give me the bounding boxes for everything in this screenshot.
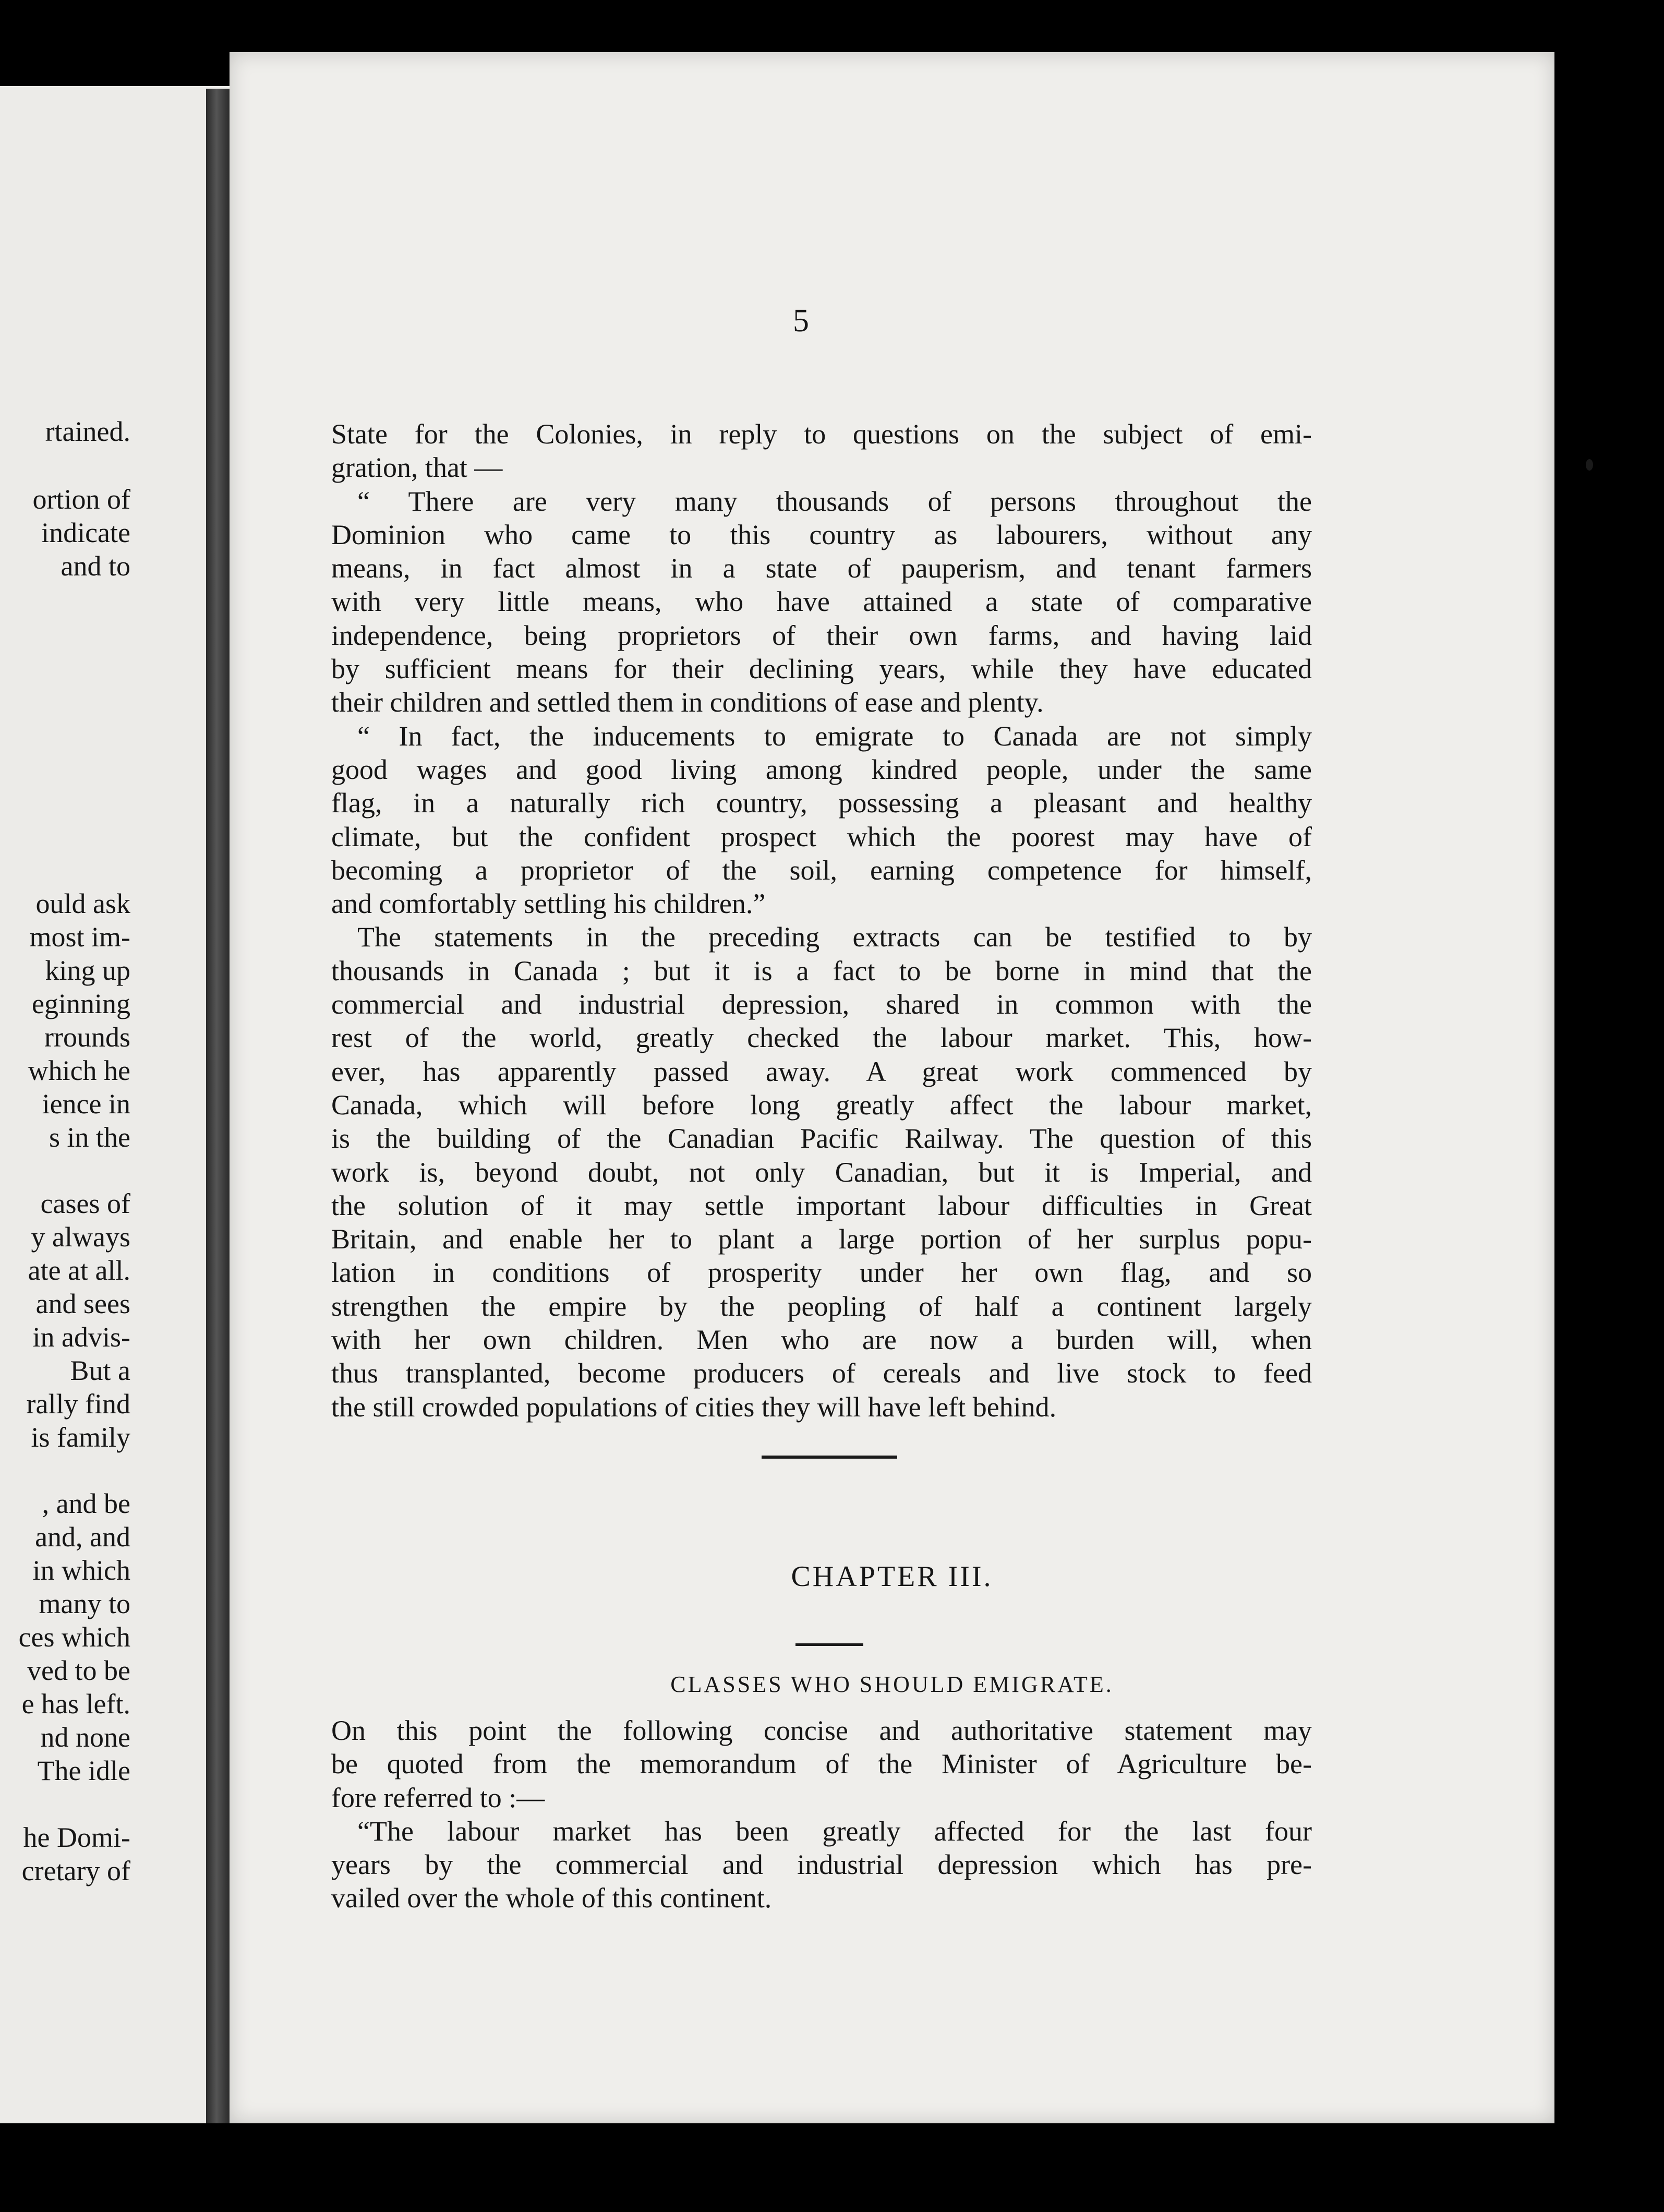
left-fragment: most im-	[29, 921, 130, 953]
left-fragment: cretary of	[21, 1855, 130, 1886]
text-line: with very little means, who have attained a state of comparative	[331, 586, 1312, 618]
left-fragment: rtained.	[45, 416, 130, 447]
left-fragment: he Domi-	[23, 1822, 130, 1853]
main-page	[230, 52, 1554, 2123]
left-fragment: many to	[39, 1588, 130, 1619]
body-paragraphs	[331, 417, 1312, 1424]
text-line: with her own children. Men who are now a burden will, when	[331, 1324, 1312, 1356]
text-line: the solution of it may settle important labour difficulties in Great	[331, 1189, 1312, 1221]
text-line: ever, has apparently passed away. A great work commenced by	[331, 1055, 1312, 1087]
book-gutter	[206, 89, 232, 2123]
left-fragment: , and be	[42, 1488, 130, 1519]
text-line: thousands in Canada ; but it is a fact to be borne in mind that the	[331, 955, 1312, 987]
section-paragraphs	[331, 1714, 1312, 1915]
left-fragment: which he	[28, 1055, 130, 1086]
left-fragment: and to	[61, 550, 130, 582]
left-fragment: ience in	[42, 1088, 130, 1120]
text-line: is the building of the Canadian Pacific Railway. The question of this	[331, 1123, 1312, 1155]
text-line: commercial and industrial depression, shared in common with the	[331, 989, 1312, 1020]
text-line: thus transplanted, become producers of cereals and live stock to feed	[331, 1357, 1312, 1389]
text-line: “ There are very many thousands of persons throughout the	[357, 485, 1312, 517]
left-fragment: rally find	[26, 1388, 130, 1420]
left-fragment: e has left.	[21, 1688, 130, 1720]
text-line: Dominion who came to this country as labourers, without any	[331, 519, 1312, 550]
left-fragment: ces which	[18, 1621, 130, 1653]
text-line: years by the commercial and industrial depression which has pre-	[331, 1849, 1312, 1881]
left-fragment: king up	[45, 955, 130, 986]
text-line: rest of the world, greatly checked the labour market. This, how-	[331, 1022, 1312, 1054]
text-line: State for the Colonies, in reply to questions on the subject of emi-	[331, 418, 1312, 450]
section-divider-rule	[762, 1456, 897, 1459]
text-line: gration, that —	[331, 452, 503, 484]
text-line: the still crowded populations of cities they will have left behind.	[331, 1391, 1057, 1423]
left-fragment: is family	[31, 1422, 130, 1453]
text-line: climate, but the confident prospect which the poorest may have of	[331, 821, 1312, 852]
chapter-title: CHAPTER III.	[791, 1560, 993, 1593]
left-fragment: ate at all.	[28, 1255, 130, 1286]
left-fragment: But a	[70, 1355, 130, 1386]
text-line: lation in conditions of prosperity under her own flag, and so	[331, 1257, 1312, 1289]
left-fragment: y always	[31, 1221, 130, 1253]
left-fragment: in advis-	[32, 1321, 130, 1353]
text-line: and comfortably settling his children.”	[331, 888, 766, 920]
left-fragment: ortion of	[32, 484, 130, 515]
text-line: vailed over the whole of this continent.	[331, 1882, 772, 1914]
text-line: work is, beyond doubt, not only Canadian, but it is Imperial, and	[331, 1156, 1312, 1188]
left-fragment: in which	[32, 1555, 130, 1586]
left-fragment: eginning	[32, 988, 130, 1019]
left-fragment: cases of	[40, 1188, 130, 1219]
left-fragment: indicate	[41, 517, 130, 548]
text-line: means, in fact almost in a state of pauperism, and tenant farmers	[331, 552, 1312, 584]
text-line: independence, being proprietors of their own farms, and having laid	[331, 619, 1312, 651]
text-line: On this point the following concise and authoritative statement may	[331, 1715, 1312, 1746]
left-facing-page	[0, 86, 230, 2123]
left-fragment: rrounds	[44, 1021, 130, 1053]
text-line: their children and settled them in conditions of ease and plenty.	[331, 687, 1044, 718]
text-line: be quoted from the memorandum of the Minister of Agriculture be-	[331, 1748, 1312, 1780]
text-line: The statements in the preceding extracts can be testified to by	[357, 921, 1312, 953]
left-fragment: ould ask	[35, 888, 130, 919]
text-line: strengthen the empire by the peopling of half a continent largely	[331, 1290, 1312, 1322]
text-line: fore referred to :—	[331, 1782, 545, 1813]
page-number: 5	[793, 303, 809, 339]
chapter-underline-rule	[795, 1643, 863, 1646]
text-line: becoming a proprietor of the soil, earning competence for himself,	[331, 854, 1312, 886]
section-heading: CLASSES WHO SHOULD EMIGRATE.	[670, 1672, 1114, 1697]
text-line: flag, in a naturally rich country, possessing a pleasant and healthy	[331, 787, 1312, 819]
text-line: Britain, and enable her to plant a large portion of her surplus popu-	[331, 1223, 1312, 1255]
text-line: Canada, which will before long greatly affect the labour market,	[331, 1089, 1312, 1121]
text-line: “ In fact, the inducements to emigrate to Canada are not simply	[357, 720, 1312, 752]
text-line: “The labour market has been greatly affected for the last four	[357, 1815, 1312, 1847]
left-fragment: s in the	[49, 1122, 130, 1153]
left-fragment: The idle	[37, 1755, 130, 1786]
text-line: good wages and good living among kindred people, under the same	[331, 753, 1312, 785]
left-fragment: ved to be	[27, 1655, 130, 1686]
ink-speck	[1586, 459, 1593, 471]
text-line: by sufficient means for their declining years, while they have educated	[331, 653, 1312, 685]
left-fragment: and, and	[35, 1521, 130, 1553]
left-fragment: nd none	[40, 1722, 130, 1753]
left-fragment: and sees	[35, 1288, 130, 1319]
